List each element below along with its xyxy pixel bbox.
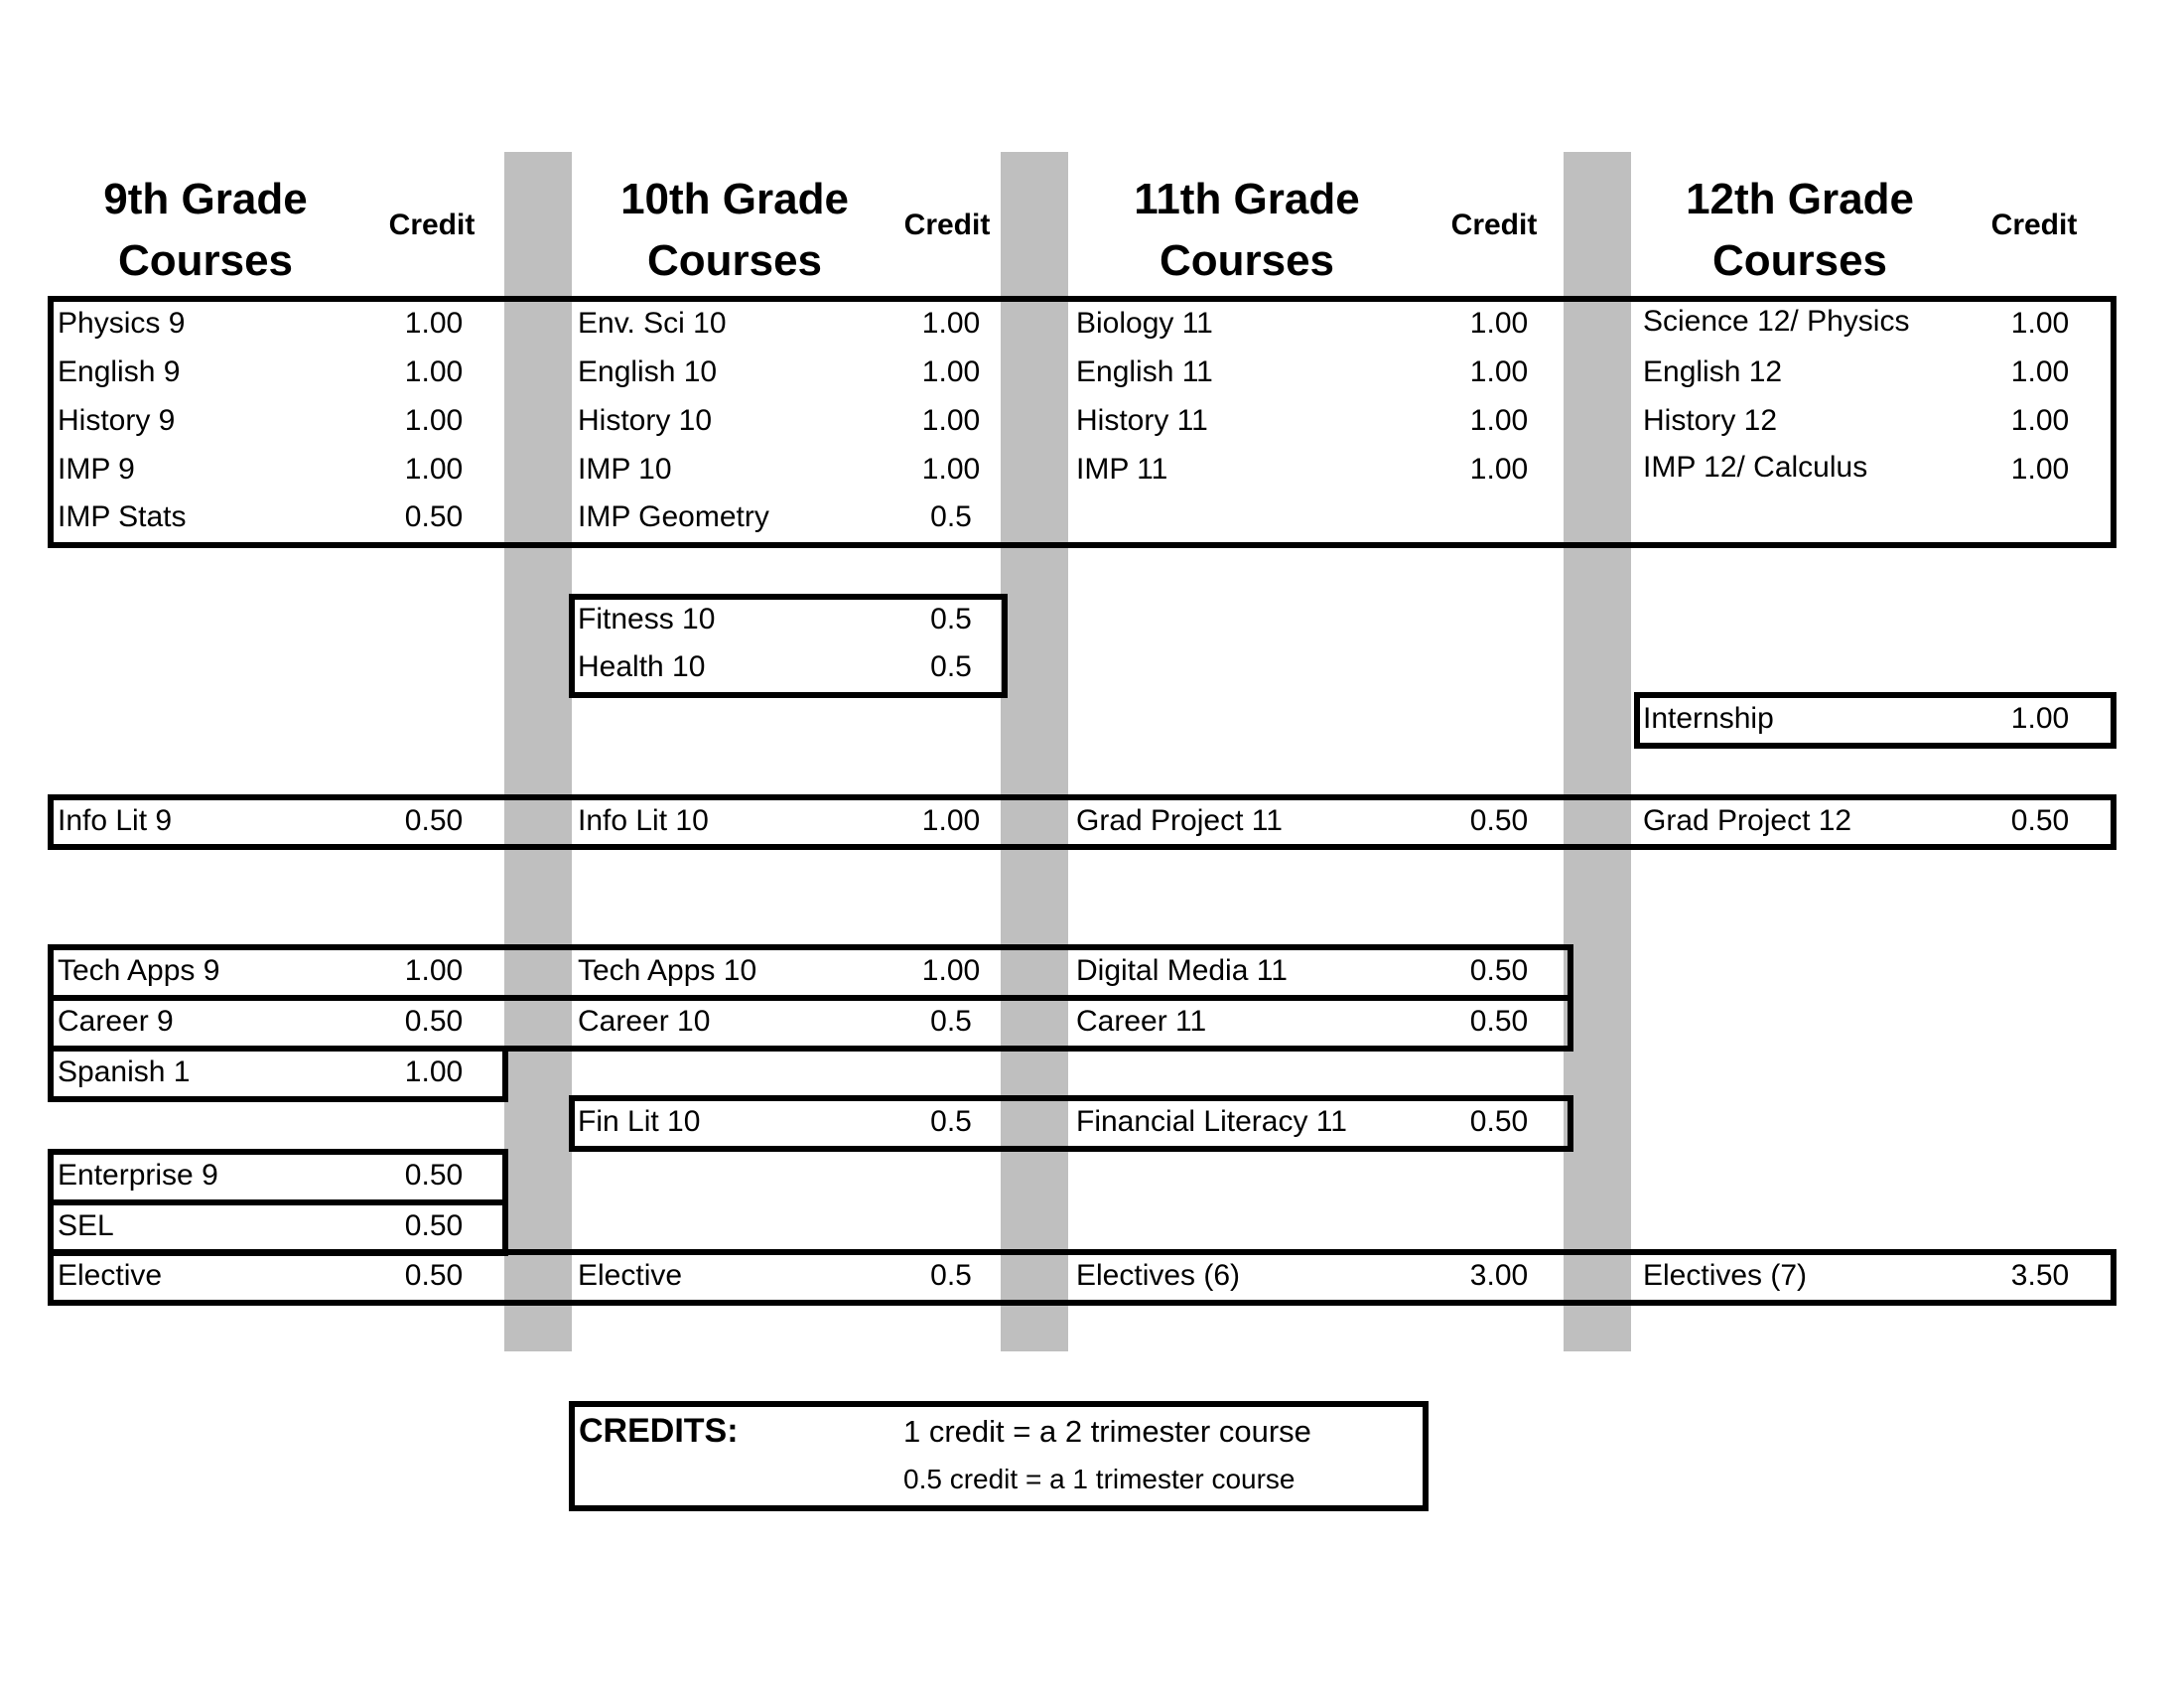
course-credit: 1.00 (921, 404, 981, 437)
grade-9-header: 9th Grade Courses (103, 175, 308, 285)
course-name: History 11 (1076, 404, 1208, 437)
course-name: IMP Stats (58, 500, 187, 533)
course-credit: 1.00 (1469, 453, 1529, 486)
course-credit: 0.5 (930, 603, 972, 635)
course-name: Spanish 1 (58, 1055, 191, 1088)
course-credit: 0.5 (930, 500, 972, 533)
grade-11-header: 11th Grade Courses (1134, 175, 1360, 285)
course-credit: 0.5 (930, 650, 972, 683)
course-credit: 0.5 (930, 1259, 972, 1292)
course-name: Health 10 (578, 650, 706, 683)
course-credit: 1.00 (404, 355, 464, 388)
course-credit: 0.50 (1469, 804, 1529, 837)
course-name: English 10 (578, 355, 718, 388)
course-credit: 1.00 (2010, 404, 2070, 437)
grade-12-header: 12th Grade Courses (1686, 175, 1914, 285)
course-credit: 1.00 (921, 355, 981, 388)
course-name: Physics 9 (58, 307, 186, 340)
credits-legend-line-2: 0.5 credit = a 1 trimester course (903, 1464, 1296, 1494)
course-name: IMP 9 (58, 453, 135, 486)
course-name: Electives (6) (1076, 1259, 1241, 1292)
grade-10-credit-header: Credit (903, 209, 991, 241)
course-credit: 0.50 (1469, 1105, 1529, 1138)
course-name: Enterprise 9 (58, 1159, 218, 1192)
course-name: Science 12/ Physics (1643, 305, 1910, 338)
course-credit: 1.00 (2010, 307, 2070, 340)
course-name: Tech Apps 9 (58, 954, 220, 987)
course-credit: 1.00 (921, 453, 981, 486)
credits-legend-label: CREDITS: (579, 1412, 739, 1450)
course-name: Info Lit 10 (578, 804, 709, 837)
course-name: IMP Geometry (578, 500, 769, 533)
course-name: Elective (58, 1259, 163, 1292)
course-name: IMP 11 (1076, 453, 1168, 486)
course-credit: 1.00 (921, 307, 981, 340)
course-name: English 12 (1643, 355, 1783, 388)
course-name: Career 11 (1076, 1005, 1207, 1038)
course-name: IMP 10 (578, 453, 672, 486)
course-name: English 11 (1076, 355, 1213, 388)
course-credit: 0.50 (404, 1259, 464, 1292)
course-credit: 1.00 (404, 954, 464, 987)
course-credit: 1.00 (404, 307, 464, 340)
course-credit: 1.00 (1469, 404, 1529, 437)
course-credit: 0.50 (404, 500, 464, 533)
course-name: Grad Project 11 (1076, 804, 1283, 837)
course-name: Env. Sci 10 (578, 307, 727, 340)
course-credit: 0.5 (930, 1005, 972, 1038)
course-name: Internship (1643, 702, 1774, 735)
grade-9-credit-header: Credit (388, 209, 476, 241)
tech-apps-row-box (48, 944, 1573, 1001)
course-credit: 0.50 (1469, 1005, 1529, 1038)
course-name: Electives (7) (1643, 1259, 1808, 1292)
credits-legend-line-1: 1 credit = a 2 trimester course (903, 1414, 1311, 1449)
course-credit: 1.00 (404, 1055, 464, 1088)
course-name: Career 10 (578, 1005, 711, 1038)
course-credit: 0.50 (404, 1005, 464, 1038)
course-name: Fitness 10 (578, 603, 716, 635)
course-name: SEL (58, 1209, 114, 1242)
course-credit: 1.00 (921, 804, 981, 837)
course-name: History 10 (578, 404, 713, 437)
course-name: Financial Literacy 11 (1076, 1105, 1347, 1138)
course-name: Fin Lit 10 (578, 1105, 701, 1138)
course-credit: 0.50 (1469, 954, 1529, 987)
course-credit: 1.00 (2010, 355, 2070, 388)
course-name: History 12 (1643, 404, 1778, 437)
course-credit: 1.00 (1469, 307, 1529, 340)
career-row-box (48, 995, 1573, 1052)
course-credit: 3.50 (2010, 1259, 2070, 1292)
course-credit: 1.00 (404, 404, 464, 437)
course-credit: 3.00 (1469, 1259, 1529, 1292)
course-name: Grad Project 12 (1643, 804, 1852, 837)
course-credit: 0.5 (930, 1105, 972, 1138)
course-name: IMP 12/ Calculus (1643, 451, 1868, 484)
course-credit: 1.00 (2010, 453, 2070, 486)
grade-10-header: 10th Grade Courses (620, 175, 849, 285)
course-credit: 0.50 (404, 804, 464, 837)
course-name: Tech Apps 10 (578, 954, 757, 987)
course-name: Info Lit 9 (58, 804, 173, 837)
course-credit: 0.50 (404, 1159, 464, 1192)
course-credit: 1.00 (921, 954, 981, 987)
course-credit: 1.00 (2010, 702, 2070, 735)
course-credit: 1.00 (404, 453, 464, 486)
course-name: Elective (578, 1259, 683, 1292)
course-name: Digital Media 11 (1076, 954, 1288, 987)
fin-lit-row-box (569, 1095, 1573, 1152)
course-name: History 9 (58, 404, 176, 437)
course-name: Biology 11 (1076, 307, 1213, 340)
course-credit: 0.50 (2010, 804, 2070, 837)
course-name: Career 9 (58, 1005, 174, 1038)
course-credit: 0.50 (404, 1209, 464, 1242)
grade-11-credit-header: Credit (1450, 209, 1538, 241)
course-credit: 1.00 (1469, 355, 1529, 388)
course-name: English 9 (58, 355, 181, 388)
grade-12-credit-header: Credit (1990, 209, 2078, 241)
